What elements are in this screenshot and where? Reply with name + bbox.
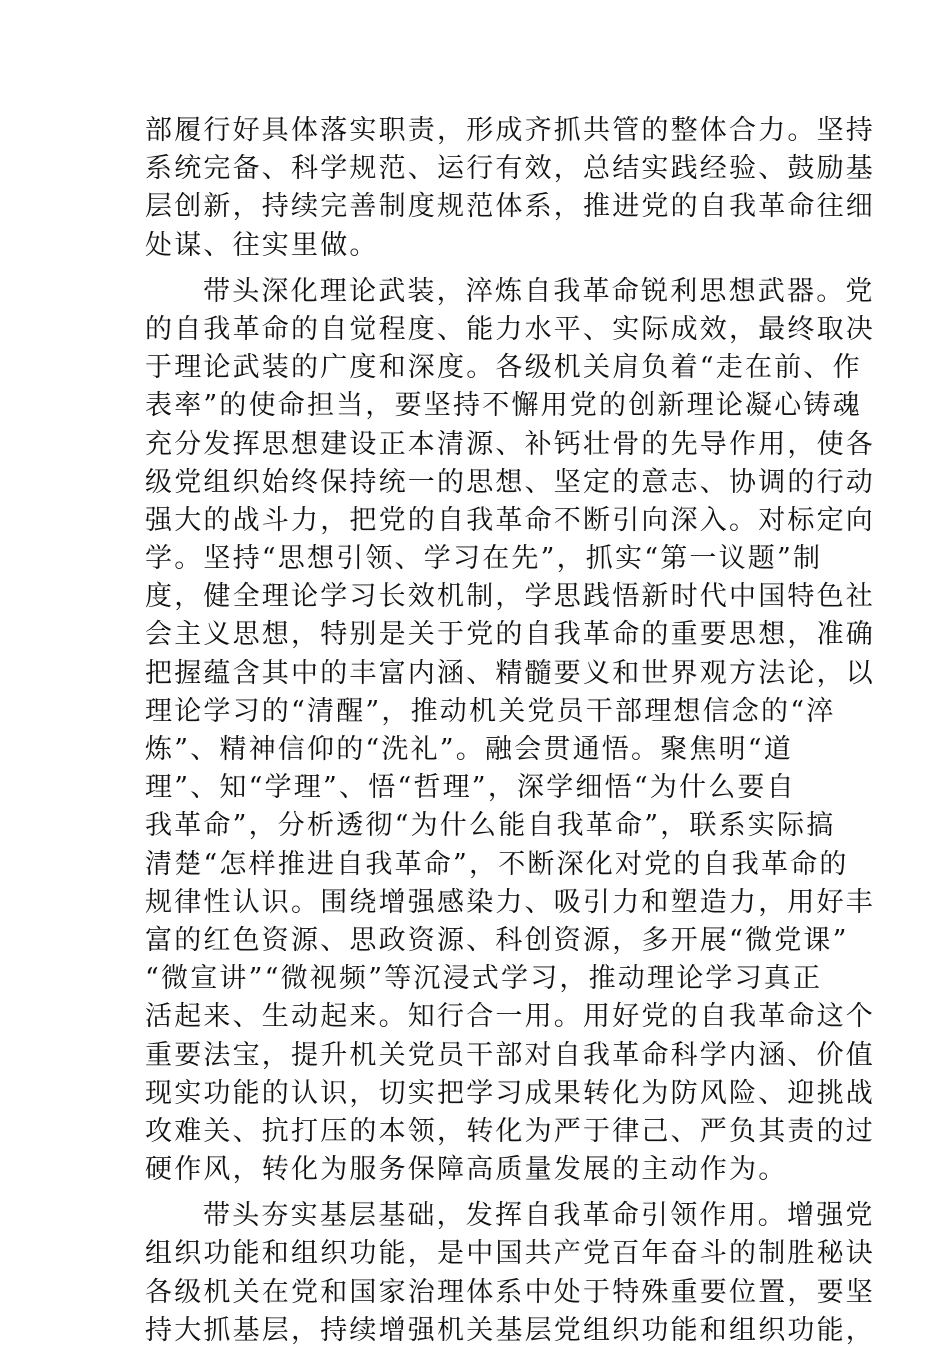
paragraph-line: 规律性认识。围绕增强感染力、吸引力和塑造力，用好丰 [145,886,875,918]
paragraph-line: 硬作风，转化为服务保障高质量发展的主动作为。 [145,1154,788,1186]
paragraph-line: 攻难关、抗打压的本领，转化为严于律己、严负其责的过 [145,1115,875,1147]
paragraph-line: 于理论武装的广度和深度。各级机关肩负着“走在前、作 [145,352,862,384]
paragraph-line: 系统完备、科学规范、运行有效，总结实践经验、鼓励基 [145,153,875,185]
paragraph-line: 会主义思想，特别是关于党的自我革命的重要思想，准确 [145,619,875,651]
paragraph-line: 把握蕴含其中的丰富内涵、精髓要义和世界观方法论，以 [145,657,875,689]
document-body [145,112,875,1350]
paragraph-line: 现实功能的认识，切实把学习成果转化为防风险、迎挑战 [145,1077,875,1109]
paragraph-line: 富的红色资源、思政资源、科创资源，多开展“微党课” [145,924,849,956]
paragraph-line: “微宣讲”“微视频”等沉浸式学习，推动理论学习真正 [145,963,823,995]
paragraph-line: 的自我革命的自觉程度、能力水平、实际成效，最终取决 [145,313,875,345]
paragraph-line: 带头深化理论武装，淬炼自我革命锐利思想武器。党 [203,275,875,307]
paragraph-line: 组织功能和组织功能，是中国共产党百年奋斗的制胜秘诀 [145,1238,875,1270]
paragraph-line: 表率”的使命担当，要坚持不懈用党的创新理论凝心铸魂 [145,390,862,422]
paragraph [145,112,875,265]
paragraph-line: 层创新，持续完善制度规范体系，推进党的自我革命往细 [145,191,875,223]
paragraph-line: 持大抓基层，持续增强机关基层党组织功能和组织功能， [145,1314,875,1346]
paragraph-line: 带头夯实基层基础，发挥自我革命引领作用。增强党 [203,1200,875,1232]
paragraph-line: 重要法宝，提升机关党员干部对自我革命科学内涵、价值 [145,1039,875,1071]
paragraph-line: 我革命”，分析透彻“为什么能自我革命”，联系实际搞 [145,810,836,842]
paragraph-line: 级党组织始终保持统一的思想、坚定的意志、协调的行动 [145,466,875,498]
paragraph [145,1197,875,1350]
paragraph-line: 各级机关在党和国家治理体系中处于特殊重要位置，要坚 [145,1276,875,1308]
paragraph-line: 强大的战斗力，把党的自我革命不断引向深入。对标定向 [145,504,875,536]
paragraph-line: 部履行好具体落实职责，形成齐抓共管的整体合力。坚持 [145,115,875,146]
paragraph-line: 处谋、往实里做。 [145,229,379,261]
paragraph-line: 充分发挥思想建设正本清源、补钙壮骨的先导作用，使各 [145,428,875,460]
paragraph-line: 理论学习的“清醒”，推动机关党员干部理想信念的“淬 [145,695,836,727]
paragraph-line: 理”、知“学理”、悟“哲理”，深学细悟“为什么要自 [145,772,796,804]
paragraph-line: 活起来、生动起来。知行合一用。用好党的自我革命这个 [145,1001,875,1033]
paragraph-line: 度，健全理论学习长效机制，学思践悟新时代中国特色社 [145,581,875,613]
paragraph-line: 学。坚持“思想引领、学习在先”，抓实“第一议题”制 [145,543,823,575]
paragraph [145,273,875,1190]
paragraph-gap [145,265,810,273]
paragraph-line: 炼”、精神信仰的“洗礼”。融会贯通悟。聚焦明“道 [145,734,794,765]
paragraph-line: 清楚“怎样推进自我革命”，不断深化对党的自我革命的 [145,848,849,880]
paragraph-gap [145,1189,810,1197]
